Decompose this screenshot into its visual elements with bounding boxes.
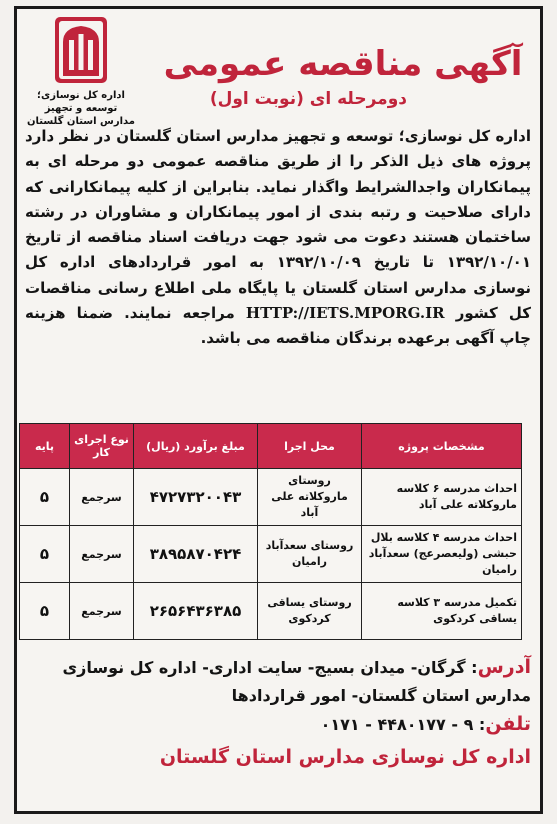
header-grade: پایه	[20, 424, 70, 469]
phone-label: تلفن	[485, 713, 531, 735]
header-spec: مشخصات پروژه	[362, 424, 522, 469]
address-line	[25, 653, 531, 710]
cell-estimate: ۳۸۹۵۸۷۰۴۲۴	[134, 526, 258, 583]
cell-location: روستای سعدآباد رامیان	[258, 526, 362, 583]
org-caption-line2: مدارس استان گلستان	[27, 116, 135, 127]
cell-type: سرجمع	[70, 526, 134, 583]
projects-table-wrap	[20, 423, 522, 640]
body-text-part1: اداره کل نوسازی؛ توسعه و تجهیز مدارس استان گلستان در نظر دارد پروژه های ذیل الذکر را از طریق مناقصه عمومی دو مرحله ای به پیمانکاران واجدالشرایط واگذار نماید. بنابراین از کلیه پیمانکارانی که دارای صلاحیت و رتبه بندی از امور پیمانکاران و مشاوران در رشته ساختمان هستند دعوت می شود جهت دریافت اسناد مناقصه از تاریخ ۱۳۹۲/۱۰/۰۱ تا تاریخ ۱۳۹۲/۱۰/۰۹ به امور قراردادهای اداره کل نوسازی مدارس استان گلستان یا پایگاه ملی اطلاع رسانی مناقصات کل کشور	[25, 127, 531, 323]
cell-spec: تکمیل مدرسه ۳ کلاسه یساقی کردکوی	[362, 583, 522, 640]
address-label: آدرس	[477, 656, 531, 678]
ad-body-text	[25, 124, 531, 352]
cell-spec: احداث مدرسه ۴ کلاسه بلال حبشی (ولیعصرعج) سعدآباد رامیان	[362, 526, 522, 583]
cell-estimate: ۴۷۲۷۳۲۰۰۴۳	[134, 469, 258, 526]
phone-value: : ۹ - ۴۴۸۰۱۷۷ - ۰۱۷۱	[320, 715, 486, 734]
contact-block	[25, 653, 531, 739]
cell-location: روستای یساقی کردکوی	[258, 583, 362, 640]
cell-estimate: ۲۶۵۶۴۳۶۳۸۵	[134, 583, 258, 640]
org-emblem-icon	[52, 14, 110, 86]
cell-type: سرجمع	[70, 469, 134, 526]
table-row	[20, 583, 522, 640]
org-caption	[22, 89, 140, 128]
address-text: : گرگان- میدان بسیج- سایت اداری- اداره کل نوسازی مدارس استان گلستان- امور قراردادها	[62, 658, 531, 705]
phone-line	[25, 710, 531, 739]
footer-signature: اداره کل نوسازی مدارس استان گلستان	[159, 746, 531, 768]
cell-spec: احداث مدرسه ۶ کلاسه ماروکلاته علی آباد	[362, 469, 522, 526]
org-logo-block	[22, 14, 140, 128]
org-caption-line1: اداره کل نوسازی؛ توسعه و تجهیز	[37, 90, 125, 114]
cell-location: روستای ماروکلاته علی آباد	[258, 469, 362, 526]
cell-grade: ۵	[20, 526, 70, 583]
cell-grade: ۵	[20, 583, 70, 640]
header-estimate: مبلغ برآورد (ریال)	[134, 424, 258, 469]
table-row	[20, 469, 522, 526]
header-type: نوع اجرای کار	[70, 424, 134, 469]
header-location: محل اجرا	[258, 424, 362, 469]
tender-website-link[interactable]: HTTP://IETS.MPORG.IR	[245, 304, 445, 323]
projects-table	[19, 423, 522, 640]
table-row	[20, 526, 522, 583]
ad-title: آگهی مناقصه عمومی	[163, 44, 523, 84]
cell-type: سرجمع	[70, 583, 134, 640]
ad-subtitle: دومرحله ای (نوبت اول)	[209, 89, 407, 109]
table-header-row	[20, 424, 522, 469]
body-text-part2: مراجعه نمایند. ضمنا هزینه چاپ آگهی برعهده برندگان مناقصه می باشد.	[25, 304, 531, 348]
cell-grade: ۵	[20, 469, 70, 526]
